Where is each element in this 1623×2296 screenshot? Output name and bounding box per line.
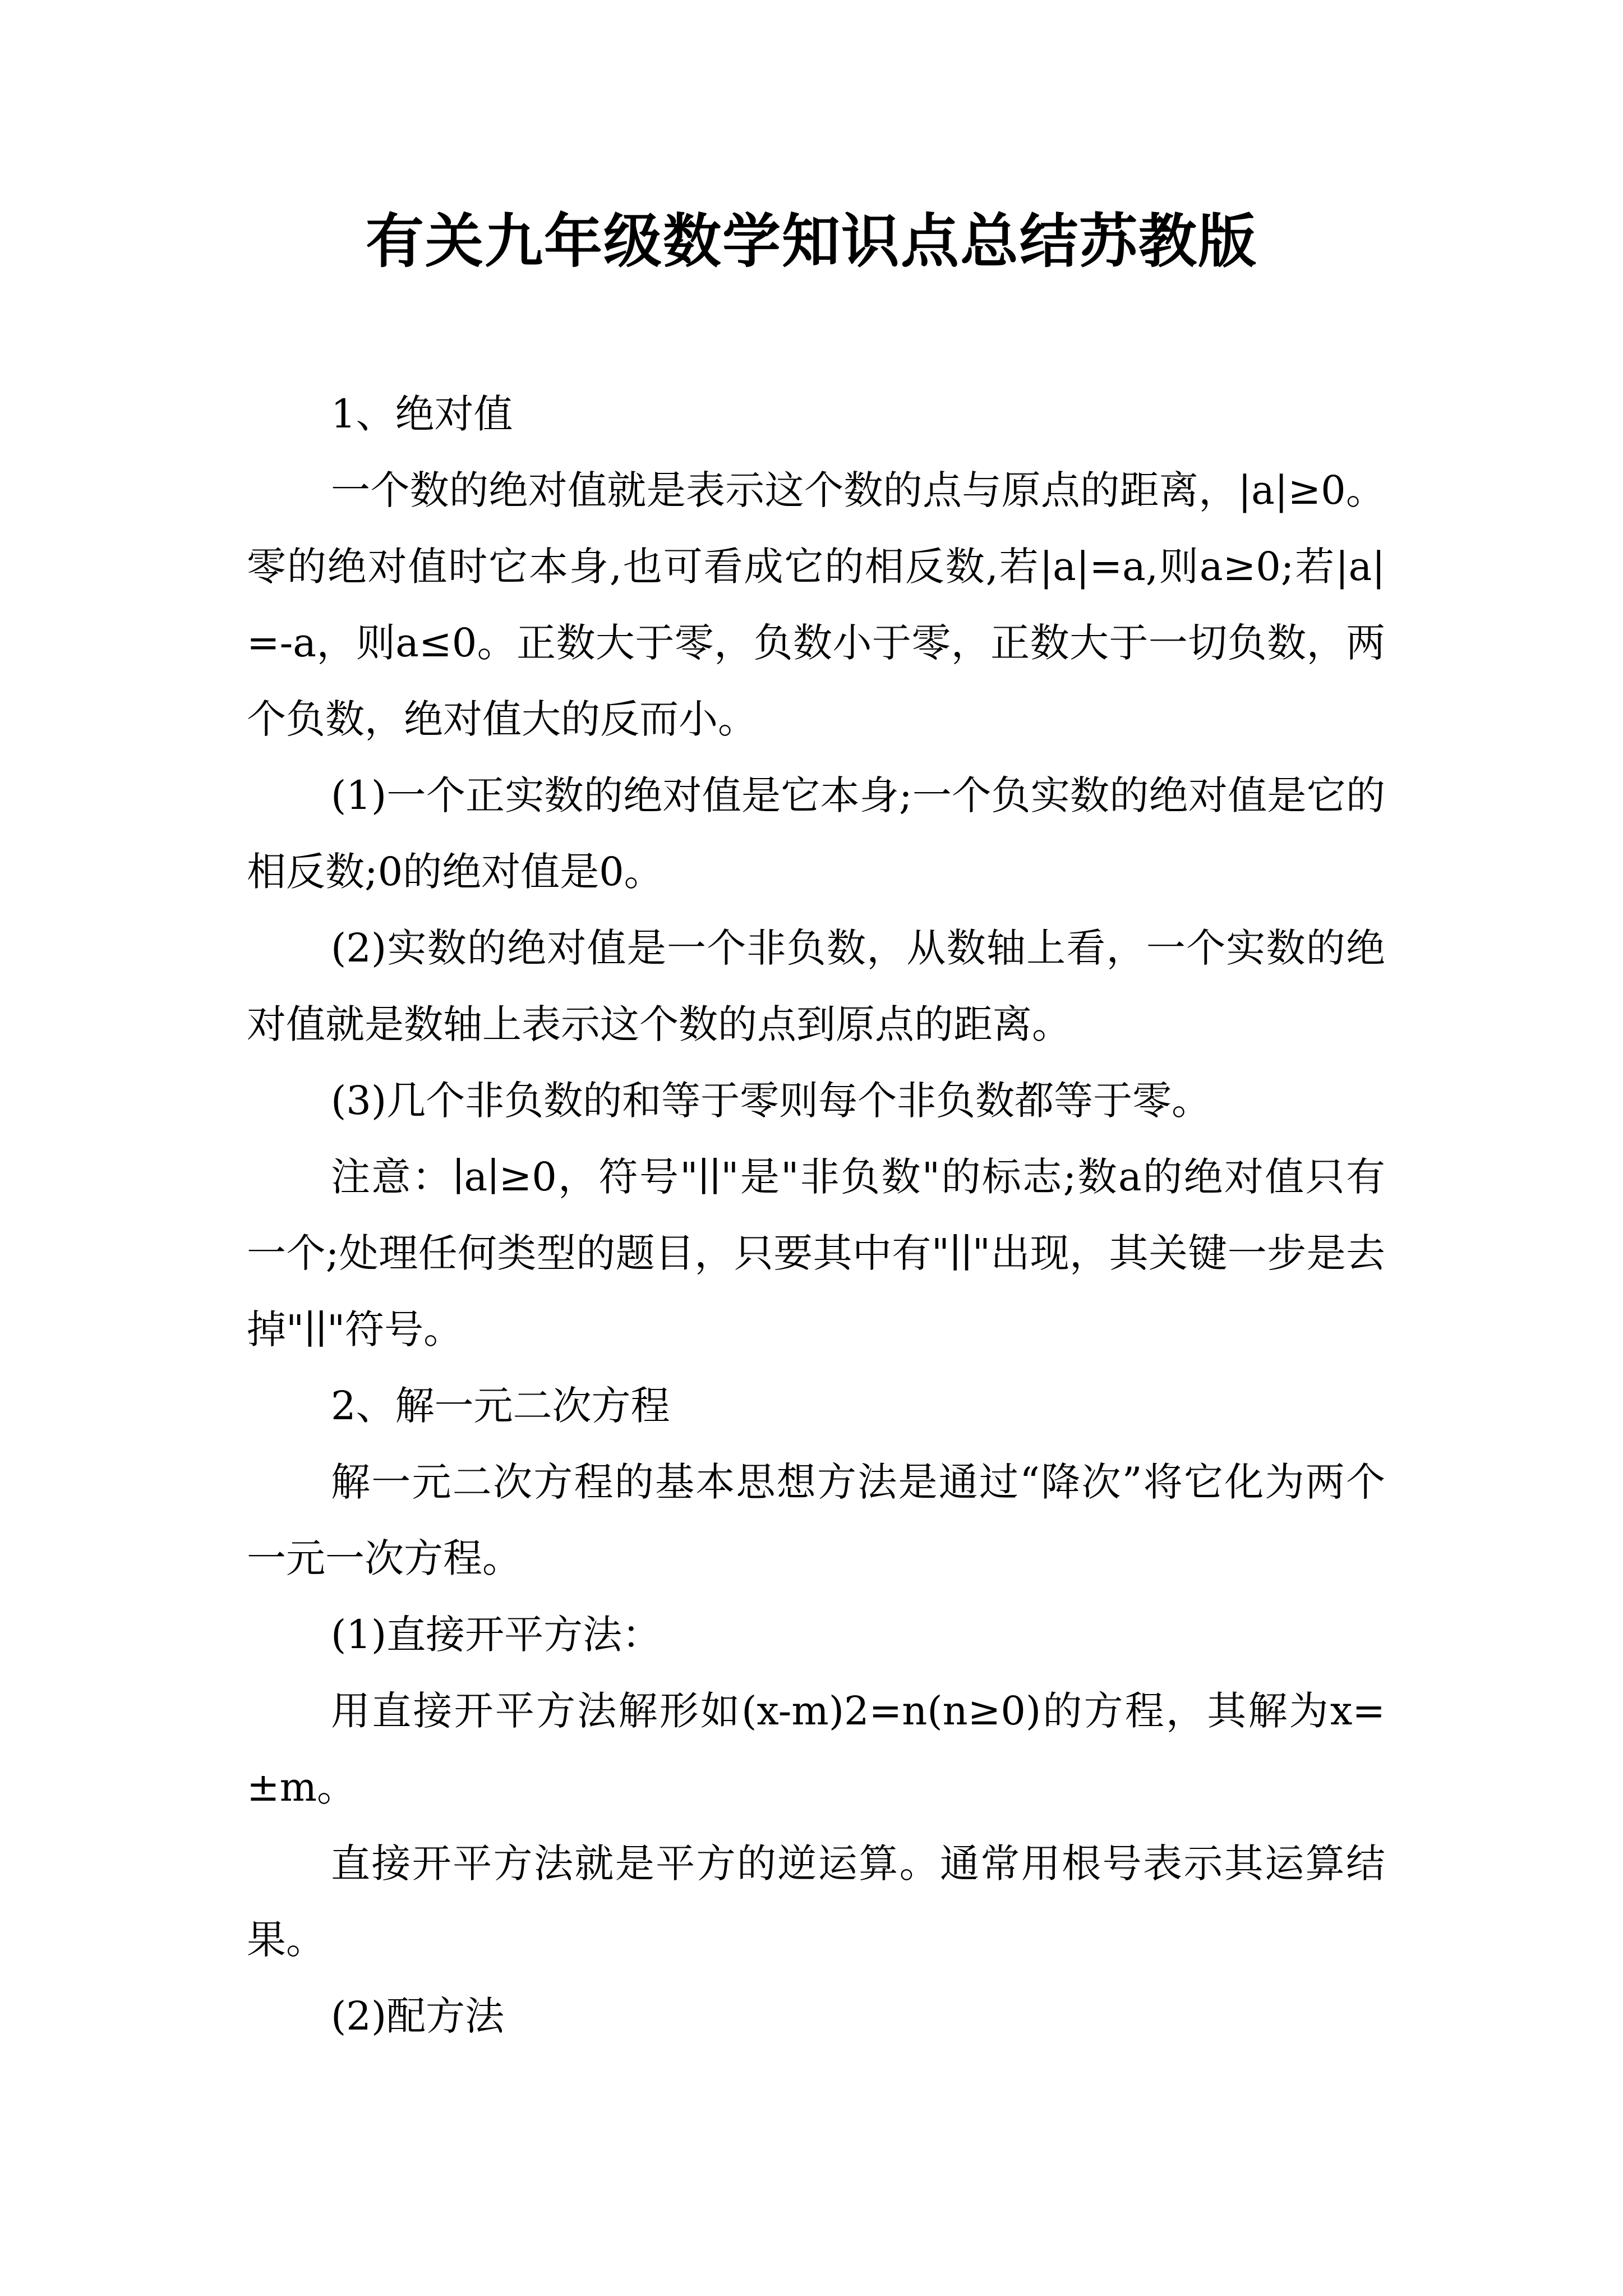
section-heading-quadratic: 2、解一元二次方程 <box>331 1383 670 1429</box>
paragraph-direct-square-root-form: 用直接开平方法解形如(x-m)2=n(n≥0)的方程，其解为x=±m。 <box>247 1688 1385 1810</box>
document-body <box>247 376 1385 2054</box>
paragraph-absolute-value-definition: 一个数的绝对值就是表示这个数的点与原点的距离，|a|≥0。零的绝对值时它本身,也可看成它的相反数,若|a|=a,则a≥0;若|a|=-a，则a≤0。正数大于零，负数小于零，正数大于一切负数，两个负数，绝对值大的反而小。 <box>247 467 1385 742</box>
paragraph-quadratic-idea: 解一元二次方程的基本思想方法是通过“降次”将它化为两个一元一次方程。 <box>247 1459 1385 1581</box>
paragraph-rule-2: (2)实数的绝对值是一个非负数，从数轴上看，一个实数的绝对值就是数轴上表示这个数的点到原点的距离。 <box>247 925 1385 1047</box>
subheading-direct-square-root: (1)直接开平方法： <box>331 1612 662 1658</box>
paragraph-note: 注意：∣a∣≥0，符号"∣∣"是"非负数"的标志;数a的绝对值只有一个;处理任何类型的题目，只要其中有"∣∣"出现，其关键一步是去掉"∣∣"符号。 <box>247 1154 1385 1352</box>
section-heading-absolute-value: 1、绝对值 <box>331 391 513 437</box>
paragraph-rule-1: (1)一个正实数的绝对值是它本身;一个负实数的绝对值是它的相反数;0的绝对值是0。 <box>247 772 1385 895</box>
subheading-completing-square: (2)配方法 <box>331 1993 505 2039</box>
paragraph-direct-square-root-note: 直接开平方法就是平方的逆运算。通常用根号表示其运算结果。 <box>247 1841 1385 1963</box>
document-title: 有关九年级数学知识点总结苏教版 <box>365 207 1257 275</box>
paragraph-rule-3: (3)几个非负数的和等于零则每个非负数都等于零。 <box>331 1078 1211 1124</box>
